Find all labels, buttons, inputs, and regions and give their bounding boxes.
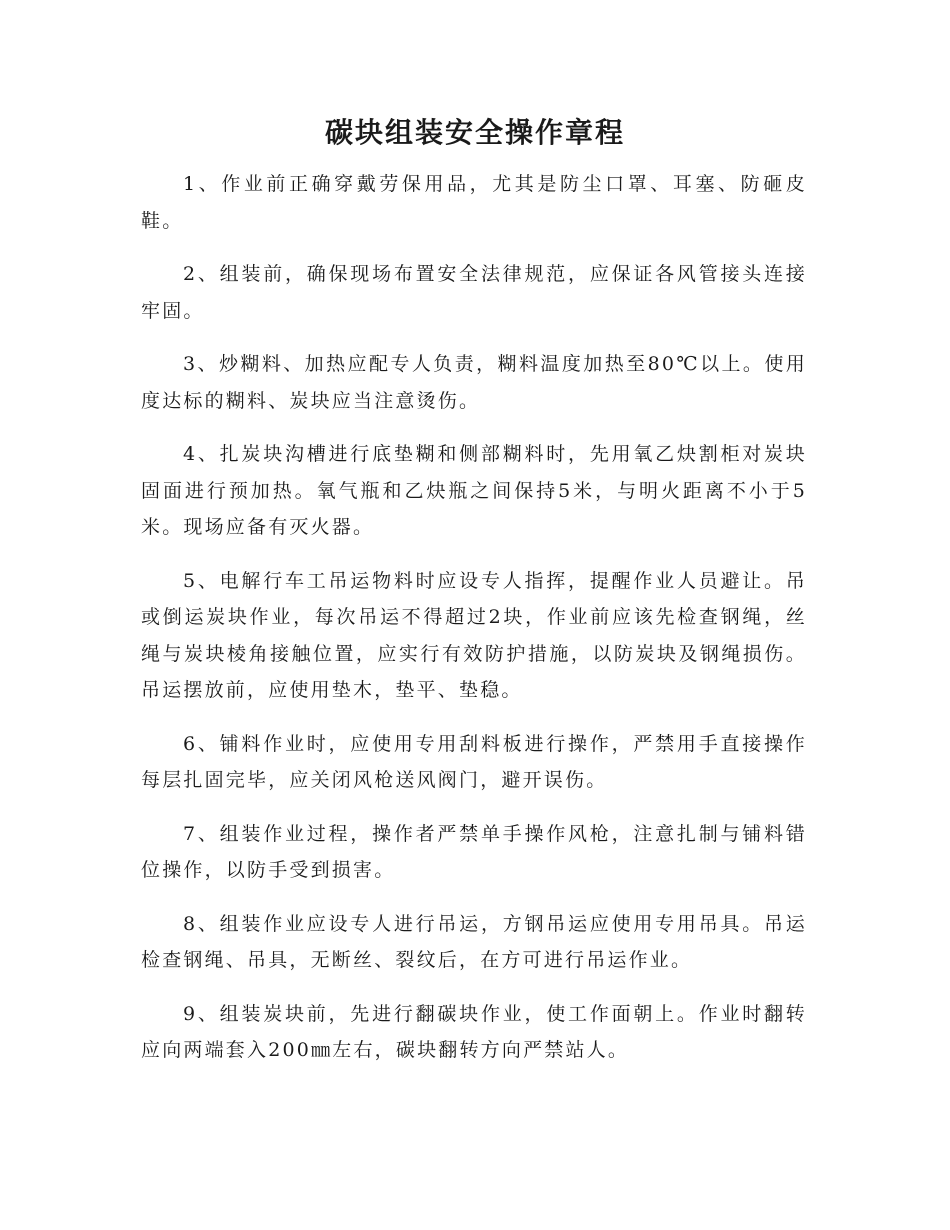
paragraph-5: 5、电解行车工吊运物料时应设专人指挥，提醒作业人员避让。吊或倒运炭块作业，每次吊运不得超过2块，作业前应该先检查钢绳，丝绳与炭块棱角接触位置，应实行有效防护措施，以防炭块及钢绳损伤。吊运摆放前，应使用垫木，垫平、垫稳。 (141, 569, 807, 701)
paragraph-4: 4、扎炭块沟槽进行底垫糊和侧部糊料时，先用氧乙炔割柜对炭块固面进行预加热。氧气瓶和乙炔瓶之间保持5米，与明火距离不小于5米。现场应备有灭火器。 (141, 443, 807, 538)
paragraph-8: 8、组装作业应设专人进行吊运，方钢吊运应使用专用吊具。吊运检查钢绳、吊具，无断丝、裂纹后，在方可进行吊运作业。 (141, 912, 807, 971)
document-body (141, 166, 807, 1086)
paragraph-9: 9、组装炭块前，先进行翻碳块作业，使工作面朝上。作业时翻转应向两端套入200㎜左右，碳块翻转方向严禁站人。 (141, 1002, 807, 1061)
document-title: 碳块组装安全操作章程 (324, 116, 625, 149)
paragraph-3: 3、炒糊料、加热应配专人负责，糊料温度加热至80℃以上。使用度达标的糊料、炭块应当注意烫伤。 (141, 353, 807, 412)
paragraph-1: 1、作业前正确穿戴劳保用品，尤其是防尘口罩、耳塞、防砸皮鞋。 (141, 173, 807, 232)
paragraph-7: 7、组装作业过程，操作者严禁单手操作风枪，注意扎制与铺料错位操作，以防手受到损害。 (141, 822, 807, 881)
paragraph-2: 2、组装前，确保现场布置安全法律规范，应保证各风管接头连接牢固。 (141, 263, 807, 322)
paragraph-6: 6、铺料作业时，应使用专用刮料板进行操作，严禁用手直接操作每层扎固完毕，应关闭风枪送风阀门，避开误伤。 (141, 732, 807, 791)
